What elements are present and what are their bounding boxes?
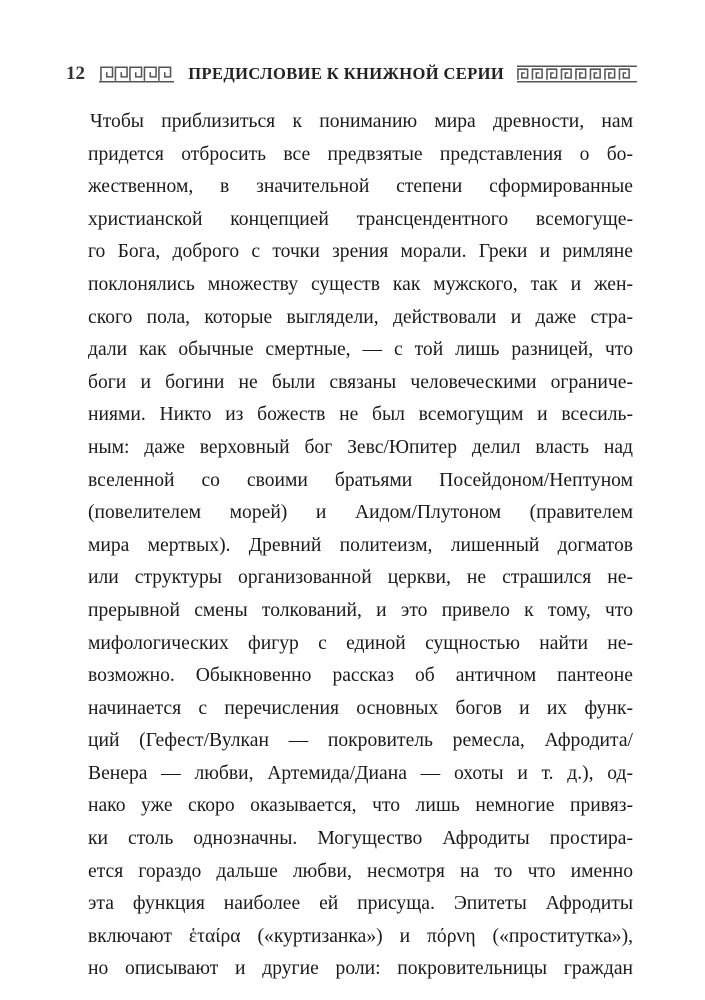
- text-line: го Бога, доброго с точки зрения морали. Греки и римляне: [88, 241, 633, 263]
- running-header: [66, 60, 638, 88]
- running-title: ПРЕДИСЛОВИЕ К КНИЖНОЙ СЕРИИ: [188, 64, 505, 83]
- text-line: ций (Гефест/Вулкан — покровитель ремесла, Афродита/: [88, 730, 633, 752]
- text-line: ского пола, которые выглядели, действовали и даже стра-: [88, 306, 633, 328]
- text-line: ется гораздо дальше любви, несмотря на то что именно: [88, 860, 633, 882]
- text-line: Венера — любви, Артемида/Диана — охоты и т. д.), од-: [88, 762, 633, 784]
- text-line: христианской концепцией трансцендентного всемогуще-: [88, 208, 633, 230]
- text-line: нако уже скоро оказывается, что лишь немногие привяз-: [88, 795, 633, 817]
- text-line: ки столь однозначны. Могущество Афродиты простира-: [88, 828, 633, 850]
- greek-key-ornament-left: [99, 65, 174, 83]
- text-line: ниями. Никто из божеств не был всемогущим и всесиль-: [88, 404, 633, 426]
- text-line: мифологических фигур с единой сущностью найти не-: [88, 632, 633, 654]
- greek-key-ornament-right: [516, 65, 638, 83]
- text-line: боги и богини не были связаны человеческими ограниче-: [88, 371, 633, 393]
- text-line: начинается с перечисления основных богов и их функ-: [88, 697, 633, 719]
- text-line: или структуры организованной церкви, не страшился не-: [88, 567, 633, 589]
- body-text: [88, 106, 633, 986]
- text-line: но описывают и другие роли: покровительницы граждан: [88, 958, 633, 980]
- text-line: эта функция наиболее ей присуща. Эпитеты Афродиты: [88, 893, 633, 915]
- text-line: придется отбросить все предвзятые представления о бо-: [88, 143, 633, 165]
- text-line: дали как обычные смертные, — с той лишь разницей, что: [88, 339, 633, 361]
- text-line: вселенной со своими братьями Посейдоном/Нептуном: [88, 469, 633, 491]
- text-line: включают ἑταίρα («куртизанка») и πόρνη («проститутка»),: [88, 925, 633, 947]
- page-number: 12: [66, 63, 85, 84]
- text-line: (повелителем морей) и Аидом/Плутоном (правителем: [88, 502, 633, 524]
- text-line: прерывной смены толкований, и это привело к тому, что: [88, 599, 633, 621]
- text-line: ным: даже верховный бог Зевс/Юпитер делил власть над: [88, 436, 633, 458]
- text-line: жественном, в значительной степени сформированные: [88, 176, 633, 198]
- text-line: поклонялись множеству существ как мужского, так и жен-: [88, 273, 633, 295]
- text-line: Чтобы приблизиться к пониманию мира древности, нам: [90, 111, 633, 132]
- text-line: мира мертвых). Древний политеизм, лишенный догматов: [88, 534, 633, 556]
- text-line: возможно. Обыкновенно рассказ об античном пантеоне: [88, 665, 633, 687]
